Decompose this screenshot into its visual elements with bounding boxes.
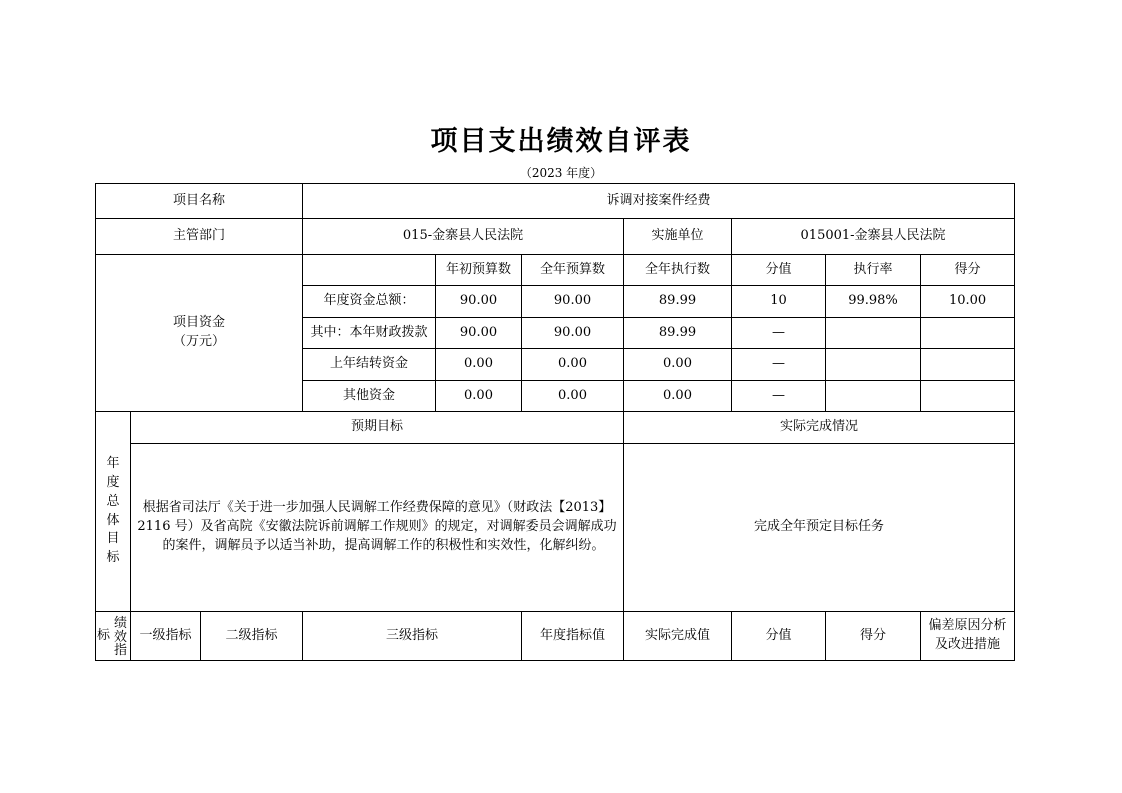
performance-indicator-label-top: 绩效指: [114, 616, 128, 659]
implementing-unit-value: 015001-金寨县人民法院: [732, 219, 1015, 255]
funds-row-label: 其中：本年财政拨款: [303, 318, 436, 349]
funds-cell: 89.99: [624, 286, 732, 318]
funds-header-cell: 全年执行数: [624, 255, 732, 286]
department-row: [96, 219, 1015, 255]
project-name-label: 项目名称: [96, 184, 303, 219]
indicator-header-cell: 一级指标: [131, 612, 201, 661]
expected-goal-line: 2116 号）及省高院《安徽法院诉前调解工作规则》的规定，对调解委员会调解成功: [137, 519, 617, 535]
funds-row-label: 上年结转资金: [303, 349, 436, 381]
funds-cell: [921, 349, 1015, 381]
deviation-analysis-line2: 及改进措施: [935, 637, 1001, 652]
goal-label-char: 标: [106, 550, 120, 566]
actual-completion-header: 实际完成情况: [624, 412, 1015, 444]
indicator-header-cell: 得分: [826, 612, 921, 661]
funds-cell: 0.00: [522, 381, 624, 412]
funds-cell: 90.00: [522, 286, 624, 318]
actual-completion-text: 完成全年预定目标任务: [624, 444, 1015, 612]
project-name-value: 诉调对接案件经费: [303, 184, 1015, 219]
goal-label-char: 体: [106, 512, 120, 528]
funds-cell: [921, 381, 1015, 412]
funds-cell: 10.00: [921, 286, 1015, 318]
funds-cell: 90.00: [436, 318, 522, 349]
goal-label-char: 目: [106, 531, 120, 547]
expected-goal-line: 的案件，调解员予以适当补助，提高调解工作的积极性和实效性，化解纠纷。: [162, 537, 605, 553]
department-value: 015-金寨县人民法院: [303, 219, 624, 255]
funds-header-cell: 得分: [921, 255, 1015, 286]
funds-cell: 0.00: [436, 381, 522, 412]
indicator-header-cell: 年度指标值: [522, 612, 624, 661]
form-title: 项目支出绩效自评表: [430, 126, 692, 157]
goal-content-row: [96, 444, 1015, 612]
deviation-analysis-line1: 偏差原因分析: [928, 618, 1007, 634]
funds-cell: [826, 381, 921, 412]
funds-header-cell: 分值: [732, 255, 826, 286]
funds-cell: 0.00: [436, 349, 522, 381]
funds-cell: [921, 318, 1015, 349]
funds-cell: 90.00: [436, 286, 522, 318]
funds-cell: 0.00: [522, 349, 624, 381]
project-funds-label-unit: （万元）: [173, 334, 226, 349]
funds-header-row: [96, 255, 1015, 286]
funds-header-cell: 全年预算数: [522, 255, 624, 286]
indicator-header-cell: 二级指标: [201, 612, 303, 661]
project-name-row: [96, 184, 1015, 219]
funds-cell: —: [732, 318, 826, 349]
indicator-header-cell: 分值: [732, 612, 826, 661]
self-evaluation-table: [95, 183, 1015, 661]
funds-row-label: 其他资金: [303, 381, 436, 412]
performance-indicator-label-bottom: 标: [97, 628, 111, 643]
performance-indicator-label: [96, 612, 131, 661]
goal-label-char: 总: [106, 493, 120, 509]
funds-row-label: 年度资金总额：: [303, 286, 436, 318]
form-year: （2023 年度）: [519, 166, 603, 180]
funds-cell: 10: [732, 286, 826, 318]
funds-header-cell: 执行率: [826, 255, 921, 286]
funds-header-empty: [303, 255, 436, 286]
funds-cell: 0.00: [624, 381, 732, 412]
funds-cell: 0.00: [624, 349, 732, 381]
project-funds-label-line1: 项目资金: [173, 315, 226, 331]
indicator-header-cell: 三级指标: [303, 612, 522, 661]
funds-cell: 99.98%: [826, 286, 921, 318]
expected-goal-text: [131, 444, 624, 612]
department-label: 主管部门: [96, 219, 303, 255]
indicator-header-cell: 实际完成值: [624, 612, 732, 661]
project-funds-label: [96, 255, 303, 412]
goal-label-char: 度: [106, 474, 120, 490]
expected-goal-line: 根据省司法厅《关于进一步加强人民调解工作经费保障的意见》（财政法【2013】: [142, 500, 612, 516]
expected-goal-header: 预期目标: [131, 412, 624, 444]
annual-overall-goal-label: [96, 412, 131, 612]
implementing-unit-label: 实施单位: [624, 219, 732, 255]
funds-cell: 90.00: [522, 318, 624, 349]
indicator-header-row: [96, 612, 1015, 661]
funds-cell: —: [732, 381, 826, 412]
goal-label-char: 年: [106, 455, 120, 471]
funds-cell: 89.99: [624, 318, 732, 349]
funds-header-cell: 年初预算数: [436, 255, 522, 286]
goal-header-row: [96, 412, 1015, 444]
funds-cell: [826, 318, 921, 349]
funds-cell: —: [732, 349, 826, 381]
deviation-analysis-header: [921, 612, 1015, 661]
funds-cell: [826, 349, 921, 381]
